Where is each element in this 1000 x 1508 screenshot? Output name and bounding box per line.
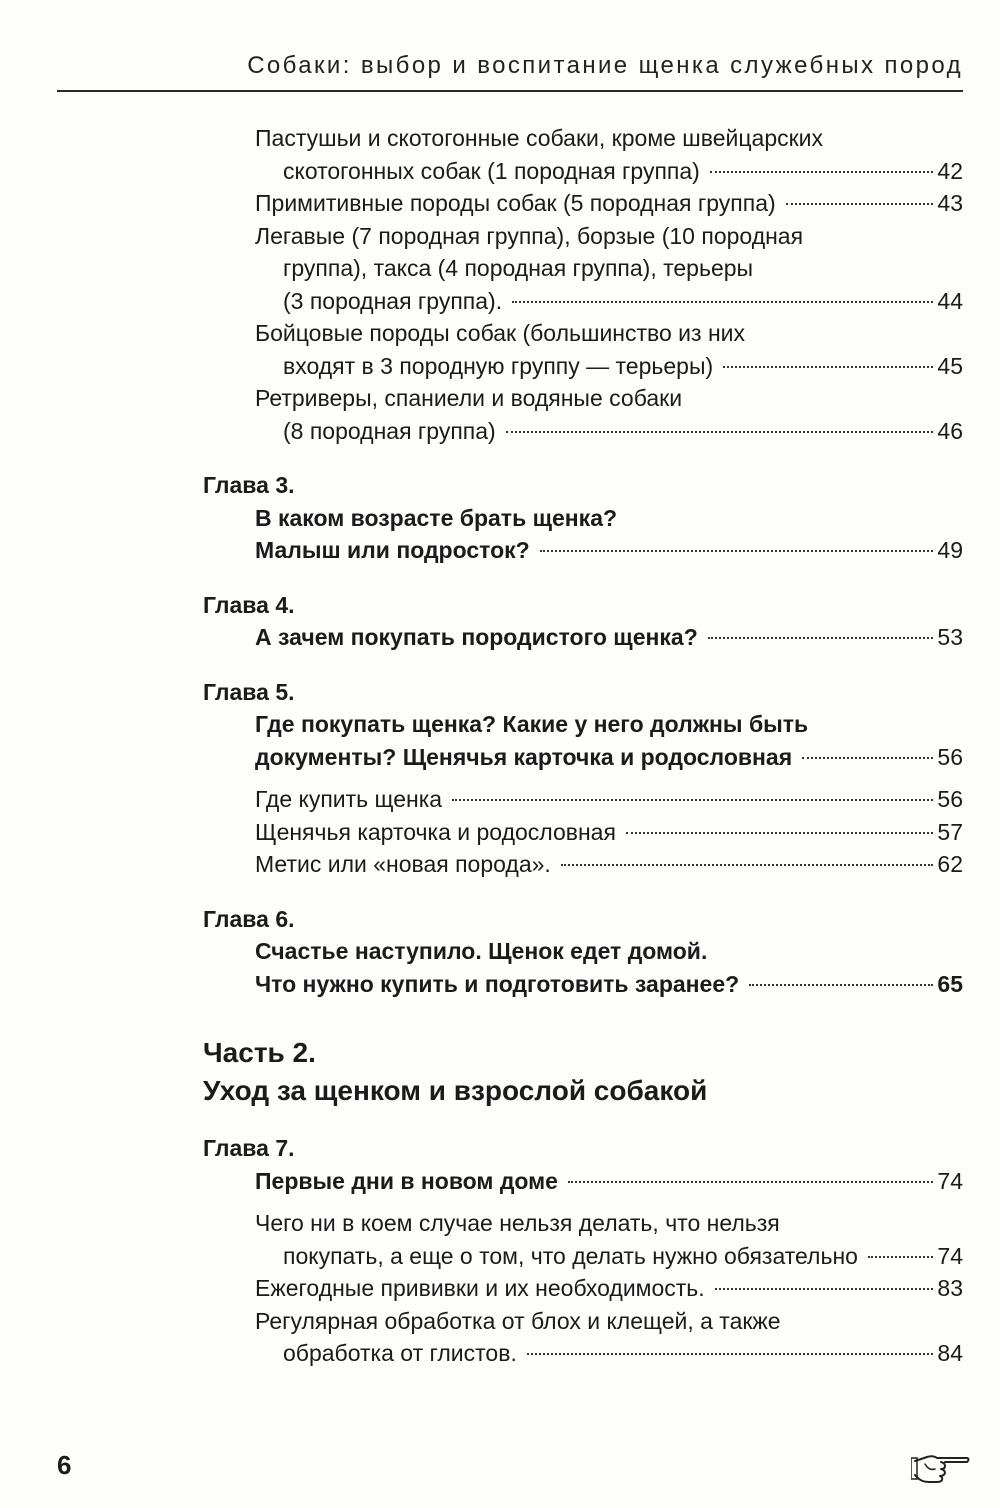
part-title: Уход за щенком и взрослой собакой bbox=[203, 1075, 708, 1106]
page-ref: 74 bbox=[937, 1242, 963, 1269]
dot-leader bbox=[749, 984, 933, 986]
entry-line: (8 породная группа) bbox=[283, 417, 496, 444]
entry-line: покупать, а еще о том, что делать нужно обязательно bbox=[283, 1242, 858, 1269]
entry-line: Легавые (7 породная группа), борзые (10 породная bbox=[255, 222, 804, 249]
table-of-contents bbox=[0, 122, 1000, 1370]
toc-entry-chapter-5[interactable] bbox=[0, 708, 1000, 773]
entry-line: обработка от глистов. bbox=[283, 1340, 517, 1366]
dot-leader bbox=[786, 203, 934, 205]
toc-entry-flea-tick-treatment[interactable] bbox=[0, 1305, 1000, 1370]
dot-leader bbox=[710, 171, 934, 173]
entry-line: входят в 3 породную группу — терьеры) bbox=[283, 352, 714, 379]
toc-entry-herding-dogs[interactable] bbox=[0, 122, 1000, 187]
pointing-hand-icon bbox=[911, 1447, 971, 1487]
toc-entry-chapter-4[interactable] bbox=[0, 621, 1000, 654]
dot-leader bbox=[561, 864, 934, 866]
entry-line: группа), такса (4 породная группа), терьеры bbox=[283, 255, 754, 281]
toc-entry-primitive-breeds[interactable] bbox=[0, 187, 1000, 220]
entry-line: Ретриверы, спаниели и водяные собаки bbox=[255, 385, 683, 411]
toc-entry-chapter-7[interactable] bbox=[0, 1165, 1000, 1198]
dot-leader bbox=[626, 832, 933, 834]
page-ref: 45 bbox=[937, 352, 963, 379]
entry-line: Чего ни в коем случае нельзя делать, что нельзя bbox=[255, 1210, 780, 1236]
page-ref: 46 bbox=[937, 417, 963, 444]
toc-entry-pointers-hounds-terriers[interactable] bbox=[0, 220, 1000, 318]
dot-leader bbox=[506, 431, 934, 433]
entry-line: Где покупать щенка? Какие у него должны быть bbox=[255, 711, 809, 737]
toc-entry-fighting-breeds[interactable] bbox=[0, 317, 1000, 382]
dot-leader bbox=[452, 799, 933, 801]
entry-line: Бойцовые породы собак (большинство из них bbox=[255, 320, 746, 346]
entry-line: Что нужно купить и подготовить заранее? bbox=[255, 970, 740, 997]
entry-line: документы? Щенячья карточка и родословная bbox=[255, 743, 793, 770]
header-rule bbox=[57, 90, 963, 92]
page-ref: 53 bbox=[937, 624, 963, 650]
dot-leader bbox=[715, 1288, 934, 1290]
page-ref: 49 bbox=[937, 537, 963, 563]
page-ref: 56 bbox=[937, 786, 963, 812]
chapter-label: Глава 3. bbox=[203, 472, 295, 498]
entry-line: Регулярная обработка от блох и клещей, а также bbox=[255, 1307, 781, 1334]
entry-line: (3 породная группа). bbox=[283, 287, 503, 314]
page-ref: 56 bbox=[937, 743, 963, 770]
entry-line: Ежегодные прививки и их необходимость. bbox=[255, 1275, 705, 1301]
page-number: 6 bbox=[57, 1450, 72, 1480]
entry-line: В каком возрасте брать щенка? bbox=[255, 504, 618, 531]
page-ref: 84 bbox=[937, 1340, 963, 1366]
dot-leader bbox=[868, 1256, 933, 1258]
entry-line: Малыш или подросток? bbox=[255, 537, 530, 563]
toc-entry-puppy-card[interactable] bbox=[0, 816, 1000, 849]
dot-leader bbox=[527, 1353, 934, 1355]
dot-leader bbox=[512, 301, 933, 303]
chapter-label: Глава 7. bbox=[203, 1135, 295, 1161]
entry-line: Метис или «новая порода». bbox=[255, 851, 551, 877]
page-ref: 62 bbox=[937, 851, 963, 877]
dot-leader bbox=[723, 366, 933, 368]
dot-leader bbox=[802, 757, 933, 759]
page-ref: 83 bbox=[937, 1275, 963, 1301]
entry-line: Счастье наступило. Щенок едет домой. bbox=[255, 938, 708, 964]
entry-line: Где купить щенка bbox=[255, 786, 443, 812]
chapter-label: Глава 5. bbox=[203, 678, 295, 705]
toc-entry-chapter-6[interactable] bbox=[0, 935, 1000, 1000]
toc-entry-chapter-3[interactable] bbox=[0, 502, 1000, 567]
entry-line: Примитивные породы собак (5 породная группа) bbox=[255, 190, 776, 216]
page-ref: 65 bbox=[937, 970, 963, 997]
entry-line: Пастушьи и скотогонные собаки, кроме швейцарских bbox=[255, 125, 824, 151]
toc-entry-vaccinations[interactable] bbox=[0, 1272, 1000, 1305]
page-ref: 43 bbox=[937, 190, 963, 216]
part-label: Часть 2. bbox=[203, 1037, 316, 1068]
chapter-label: Глава 6. bbox=[203, 905, 295, 932]
dot-leader bbox=[540, 550, 934, 552]
page-ref: 42 bbox=[937, 157, 963, 184]
entry-line: скотогонных собак (1 породная группа) bbox=[283, 157, 700, 184]
toc-entry-retrievers-spaniels[interactable] bbox=[0, 382, 1000, 447]
page-ref: 74 bbox=[937, 1167, 963, 1194]
running-header: Собаки: выбор и воспитание щенка служебных пород bbox=[247, 52, 963, 79]
entry-line: А зачем покупать породистого щенка? bbox=[255, 624, 698, 650]
toc-entry-what-not-to-do[interactable] bbox=[0, 1207, 1000, 1272]
chapter-label: Глава 4. bbox=[203, 591, 295, 618]
dot-leader bbox=[708, 637, 934, 639]
entry-line: Первые дни в новом доме bbox=[255, 1167, 558, 1194]
page-ref: 44 bbox=[937, 287, 963, 314]
toc-entry-mixed-breed[interactable] bbox=[0, 848, 1000, 881]
page-ref: 57 bbox=[937, 818, 963, 845]
toc-entry-where-to-buy[interactable] bbox=[0, 783, 1000, 816]
dot-leader bbox=[568, 1181, 933, 1183]
entry-line: Щенячья карточка и родословная bbox=[255, 818, 616, 845]
